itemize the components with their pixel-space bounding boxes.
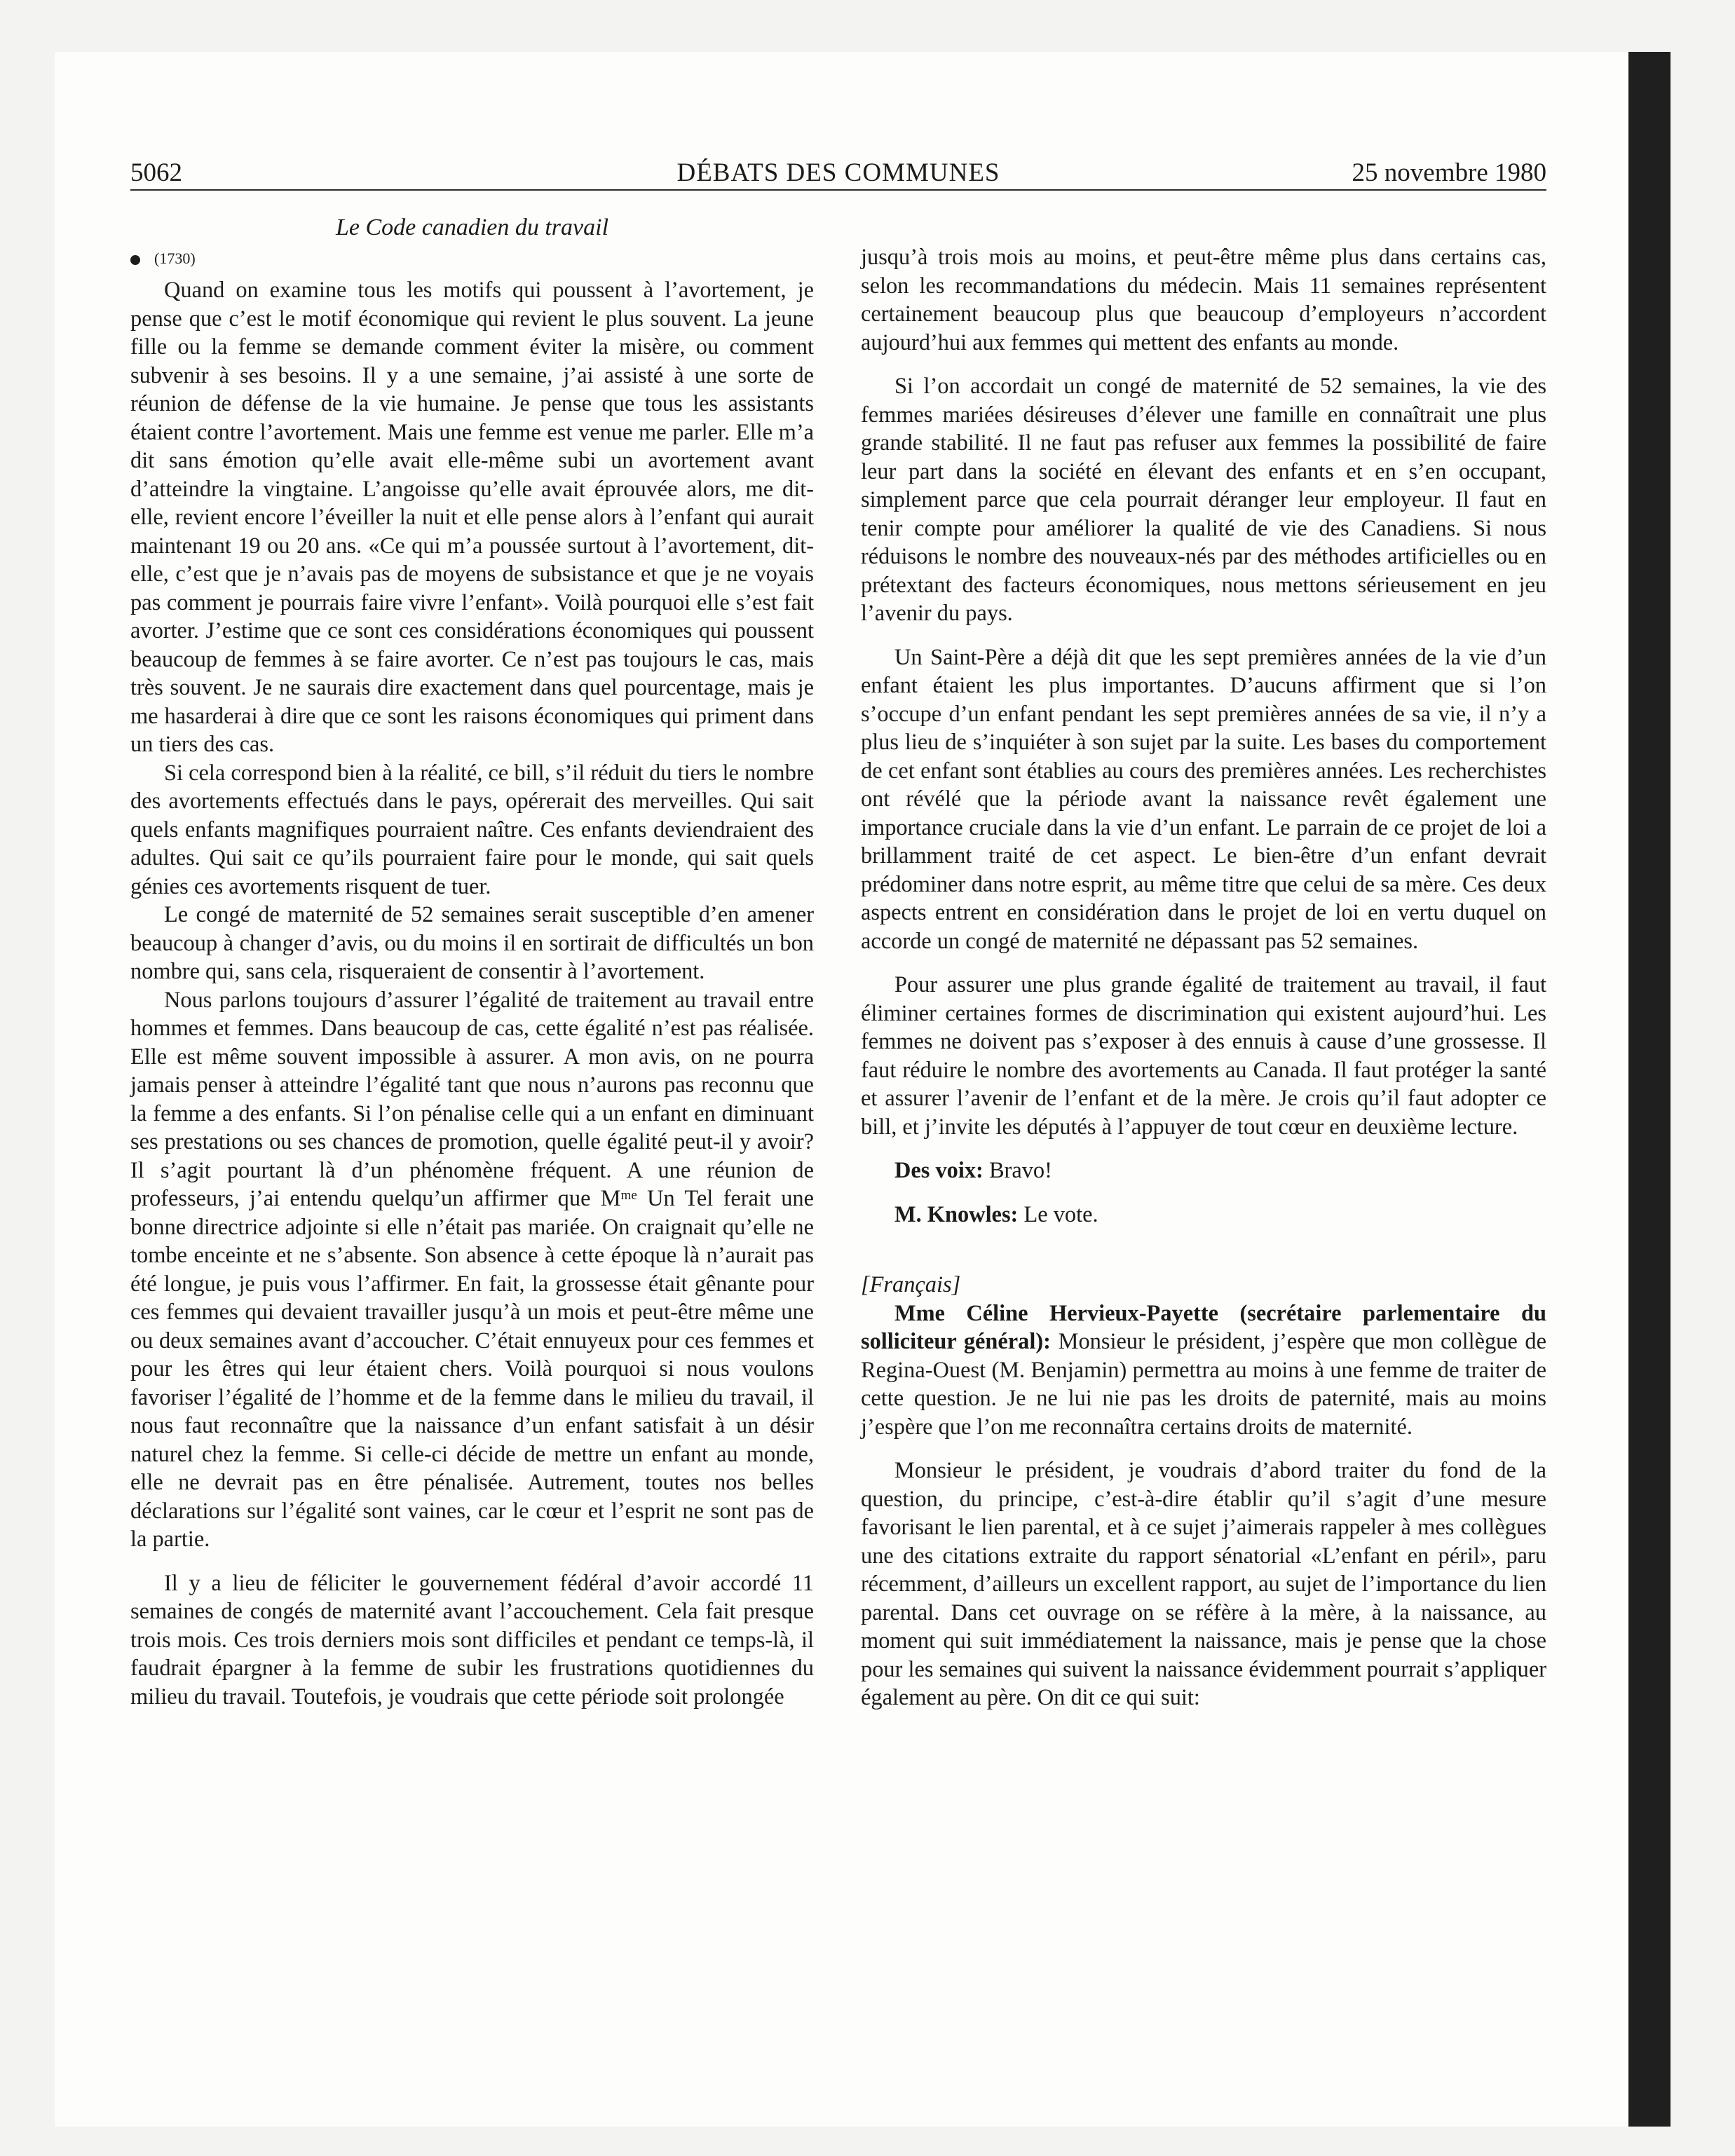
paragraph: Pour assurer une plus grande égalité de traitement au travail, il faut éliminer certaines formes de discrimination qui existent aujourd’hui. Les femmes ne doivent pas s’exposer à des ennuis à cause d’une grossesse. Il faut réduire le nombre des avortements au Canada. Il faut protéger la santé et assurer l’avenir de l’enfant et de la mère. Je crois qu’il faut adopter ce bill, et j’invite les députés à l’appuyer de tout cœur en deuxième lecture. <box>861 972 1546 1140</box>
publication-date: 25 novembre 1980 <box>1352 158 1546 187</box>
bullet-icon <box>130 255 140 265</box>
publication-title: DÉBATS DES COMMUNES <box>676 158 1000 187</box>
right-column <box>861 243 1546 1712</box>
speech-text: Bravo! <box>983 1158 1052 1183</box>
scan-edge-bar <box>1628 52 1671 2127</box>
spacer <box>130 1554 814 1569</box>
paragraph: Si cela correspond bien à la réalité, ce bill, s’il réduit du tiers le nombre des avortements effectués dans le pays, opérerait des merveilles. Qui sait quels enfants magnifiques pourraient naître. Ces enfants deviendraient des adultes. Qui sait ce qu’ils pourraient faire pour le monde, qui sait quels génies ces avortements risquent de tuer. <box>130 760 814 899</box>
spacer <box>861 357 1546 372</box>
paragraph: Monsieur le président, je voudrais d’abord traiter du fond de la question, du principe, c’est-à-dire établir qu’il s’agit d’une mesure favorisant le lien parental, et à ce sujet j’aimerais rappeler à mes collègues une des citations extraite du rapport sénatorial «L’enfant en péril», paru récemment, d’ailleurs un excellent rapport, au sujet de l’importance du lien parental. Dans cet ouvrage on se réfère à la mère, à la naissance, au moment qui suit immédiatement la naissance, mais je pense que la chose pour les semaines qui suivent la naissance évidemment pourrait s’appliquer également au père. On dit ce qui suit: <box>861 1458 1546 1710</box>
speaker-label: Des voix: <box>894 1158 984 1183</box>
left-column <box>130 203 814 1711</box>
interjection <box>861 1157 1546 1185</box>
spacer <box>861 1185 1546 1201</box>
paragraph-text: Nous parlons toujours d’assurer l’égalité de traitement au travail entre hommes et femmes. Dans beaucoup de cas, cette égalité n’est pas réalisée. Elle est même souvent impossible à assurer. A mon avis, on ne pourra jamais penser à atteindre l’égalité tant que nous n’aurons pas reconnu que la femme a des enfants. Si l’on pénalise celle qui a un enfant en diminuant ses prestations ou ses chances de promotion, quelle égalité peut-il y avoir? Il s’agit pourtant là d’un phénomène fréquent. A une réunion de professeurs, j’ai entendu quelqu’un affirmer que M <box>130 987 814 1211</box>
speech-text: Monsieur le président, j’espère que mon collègue de Regina-Ouest (M. Benjamin) permettra au moins à une femme de traiter de cette question. Je ne lui nie pas les droits de paternité, mais au moins j’espère que l’on me reconnaîtra certains droits de maternité. <box>861 1329 1546 1440</box>
paragraph: jusqu’à trois mois au moins, et peut-être même plus dans certains cas, selon les recommandations du médecin. Mais 11 semaines représentent certainement beaucoup plus que beaucoup d’employeurs n’accordent aujourd’hui aux femmes qui mettent des enfants au monde. <box>861 245 1546 355</box>
paragraph: Quand on examine tous les motifs qui poussent à l’avortement, je pense que c’est le motif économique qui revient le plus souvent. La jeune fille ou la femme se demande comment éviter la misère, ou comment subvenir à ses besoins. Il y a une semaine, j’ai assisté à une sorte de réunion de défense de la vie humaine. Je pense que tous les assistants étaient contre l’avortement. Mais une femme est venue me parler. Elle m’a dit sans émotion qu’elle avait elle-même subi un avortement avant d’atteindre la vingtaine. L’angoisse qu’elle avait éprouvée alors, me dit-elle, revient encore l’éveiller la nuit et elle pense alors à l’enfant qui aurait maintenant 19 ou 20 ans. «Ce qui m’a poussée surtout à l’avortement, dit-elle, c’est que je n’avais pas de moyens de subsistance et que je ne voyais pas comment je pourrais faire vivre l’enfant». Voilà pourquoi elle s’est fait avorter. J’estime que ce sont ces considérations économiques qui poussent beaucoup de femmes à se faire avorter. Ce n’est pas toujours le cas, mais très souvent. Je ne saurais dire exactement dans quel pourcentage, mais je me hasarderai à dire que ce sont les raisons économiques qui priment dans un tiers des cas. <box>130 278 814 757</box>
page-number: 5062 <box>130 158 182 187</box>
paragraph: Il y a lieu de féliciter le gouvernement fédéral d’avoir accordé 11 semaines de congés de maternité avant l’accouchement. Cela fait presque trois mois. Ces trois derniers mois sont difficiles et pendant ce temps-là, il faudrait épargner à la femme de subir les frustrations quotidiennes du milieu du travail. Toutefois, je voudrais que cette période soit prolongée <box>130 1570 814 1710</box>
interjection <box>861 1201 1546 1229</box>
paragraph: Si l’on accordait un congé de maternité de 52 semaines, la vie des femmes mariées désireuses d’élever une famille en connaîtrait une plus grande stabilité. Il ne faut pas refuser aux femmes la possibilité de faire leur part dans la société en élevant des enfants et en s’en occupant, simplement parce que cela pourrait déranger leur employeur. Il faut en tenir compte pour améliorer la qualité de vie des Canadiens. Si nous réduisons le nombre des nouveaux-nés par des méthodes artificielles ou en prétextant des facteurs économiques, nous mettons sérieusement en jeu l’avenir du pays. <box>861 374 1546 626</box>
time-marker <box>130 247 814 271</box>
paragraph <box>130 986 814 1554</box>
speech-text: Le vote. <box>1018 1201 1098 1227</box>
spacer <box>861 955 1546 971</box>
header-rule <box>130 189 1546 191</box>
paragraph: Le congé de maternité de 52 semaines serait susceptible d’en amener beaucoup à changer d’avis, ou du moins il en sortirait de difficultés un bon nombre qui, sans cela, risqueraient de consentir à l’avortement. <box>130 902 814 984</box>
paragraph: Un Saint-Père a déjà dit que les sept premières années de la vie d’un enfant étaient les plus importantes. D’aucuns affirment que si l’on s’occupe d’un enfant pendant les sept premières années de sa vie, il n’y a plus lieu de s’inquiéter à son sujet par la suite. Les bases du comportement de cet enfant sont établies au cours des premières années. Les recherchistes ont révélé que la période avant la naissance revêt également une importance cruciale dans la vie d’un enfant. Le parrain de ce projet de loi a brillamment traité de cet aspect. Le bien-être d’un enfant devrait prédominer dans notre esprit, au même titre que celui de sa mère. Ces deux aspects entrent en considération dans le projet de loi en vertu duquel on accorde un congé de maternité ne dépassant pas 52 semaines. <box>861 644 1546 954</box>
section-title: Le Code canadien du travail <box>335 214 609 240</box>
spacer <box>861 628 1546 643</box>
page-header <box>130 156 1546 191</box>
speech <box>861 1299 1546 1442</box>
superscript: me <box>620 1188 637 1203</box>
speaker-label: M. Knowles: <box>894 1201 1019 1227</box>
spacer <box>861 1141 1546 1157</box>
spacer <box>861 1229 1546 1271</box>
spacer <box>861 1441 1546 1456</box>
paragraph-text: Un Tel ferait une bonne directrice adjointe si elle n’était pas mariée. On craignait qu’elle ne tombe enceinte et ne s’absente. Son absence à cette époque là n’aurait pas été longue, je puis vous l’affirmer. En fait, la grossesse était gênante pour ces femmes qui devaient travailler jusqu’à un mois et peut-être même une ou deux semaines avant d’accoucher. C’était ennuyeux pour ces femmes et pour les êtres qui leur étaient chers. Voilà pourquoi si nous voulons favoriser l’égalité de l’homme et de la femme dans le milieu du travail, il nous faut reconnaître que la naissance d’un enfant satisfait à un désir naturel chez la femme. Si celle-ci décide de mettre un enfant au monde, elle ne devrait pas en être pénalisée. Autrement, toutes nos belles déclarations sur l’égalité sont vaines, car le cœur et l’esprit ne sont pas de la partie. <box>130 1186 814 1552</box>
language-tag: [Français] <box>861 1272 961 1297</box>
time-marker-text: (1730) <box>154 250 196 267</box>
speaker-label: Mme Céline Hervieux-Payette (secrétaire parlementaire du solliciteur général): <box>861 1300 1546 1354</box>
